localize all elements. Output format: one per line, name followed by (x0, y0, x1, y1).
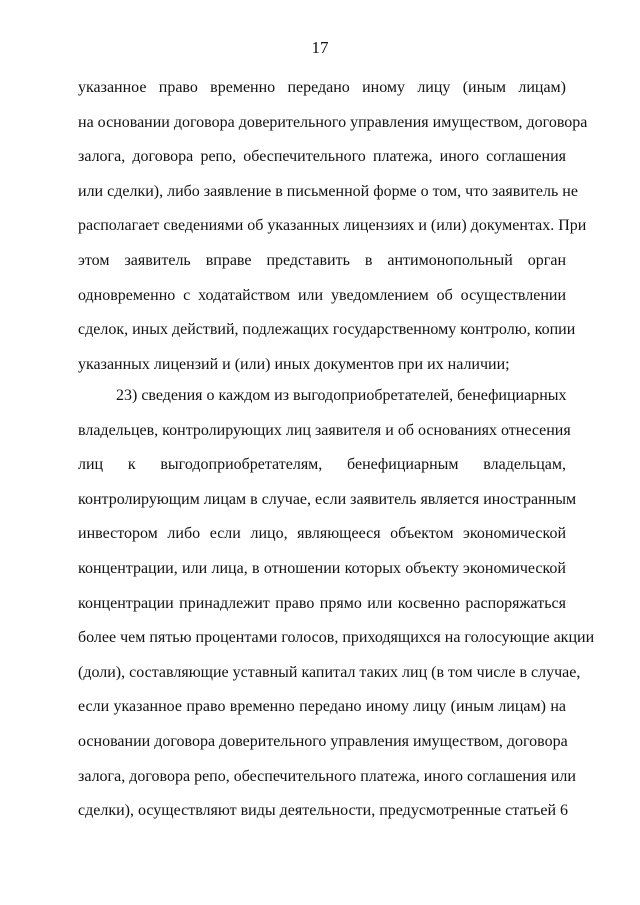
text-line: залога, договора репо, обеспечительного платежа, иного соглашения или (78, 767, 576, 785)
text-line: одновременно с ходатайством или уведомлением об осуществлении (78, 286, 566, 304)
page-number: 17 (311, 38, 329, 57)
paragraph-continuation (78, 78, 588, 389)
text-line: сделки), осуществляют виды деятельности, предусмотренные статьей 6 (78, 802, 569, 820)
text-line: этом заявитель вправе представить в антимонопольный орган (78, 251, 566, 269)
text-line: указанное право временно передано иному лицу (иным лицам) (78, 79, 566, 96)
text-line: сделок, иных действий, подлежащих государственному контролю, копии (78, 321, 576, 339)
text-line: основании договора доверительного управления имуществом, договора (78, 732, 568, 750)
text-line: концентрации принадлежит право прямо или косвенно распоряжаться (78, 594, 566, 612)
text-line: указанных лицензий и (или) иных документов при их наличии; (78, 355, 510, 373)
text-line: если указанное право временно передано иному лицу (иным лицам) на (78, 698, 566, 716)
text-line: или сделки), либо заявление в письменной форме о том, что заявитель не (78, 182, 578, 200)
text-line: 23) сведения о каждом из выгодоприобретателей, бенефициарных (116, 387, 567, 404)
text-line: залога, договора репо, обеспечительного платежа, иного соглашения (78, 148, 566, 166)
text-line: более чем пятью процентами голосов, приходящихся на голосующие акции (78, 629, 595, 647)
text-line: контролирующим лицам в случае, если заявитель является иностранным (78, 490, 577, 508)
text-line: лиц к выгодоприобретателям, бенефициарным владельцам, (78, 456, 566, 474)
text-line: (доли), составляющие уставный капитал таких лиц (в том числе в случае, (78, 663, 581, 681)
text-line: располагает сведениями об указанных лицензиях и (или) документах. При (78, 217, 587, 235)
text-line: инвестором либо если лицо, являющееся объектом экономической (78, 525, 566, 543)
text-line: владельцев, контролирующих лиц заявителя и об основаниях отнесения (78, 421, 571, 439)
text-line: на основании договора доверительного управления имуществом, договора (78, 113, 588, 131)
paragraph-item-23 (78, 386, 595, 836)
text-line: концентрации, или лица, в отношении которых объекту экономической (78, 559, 566, 577)
